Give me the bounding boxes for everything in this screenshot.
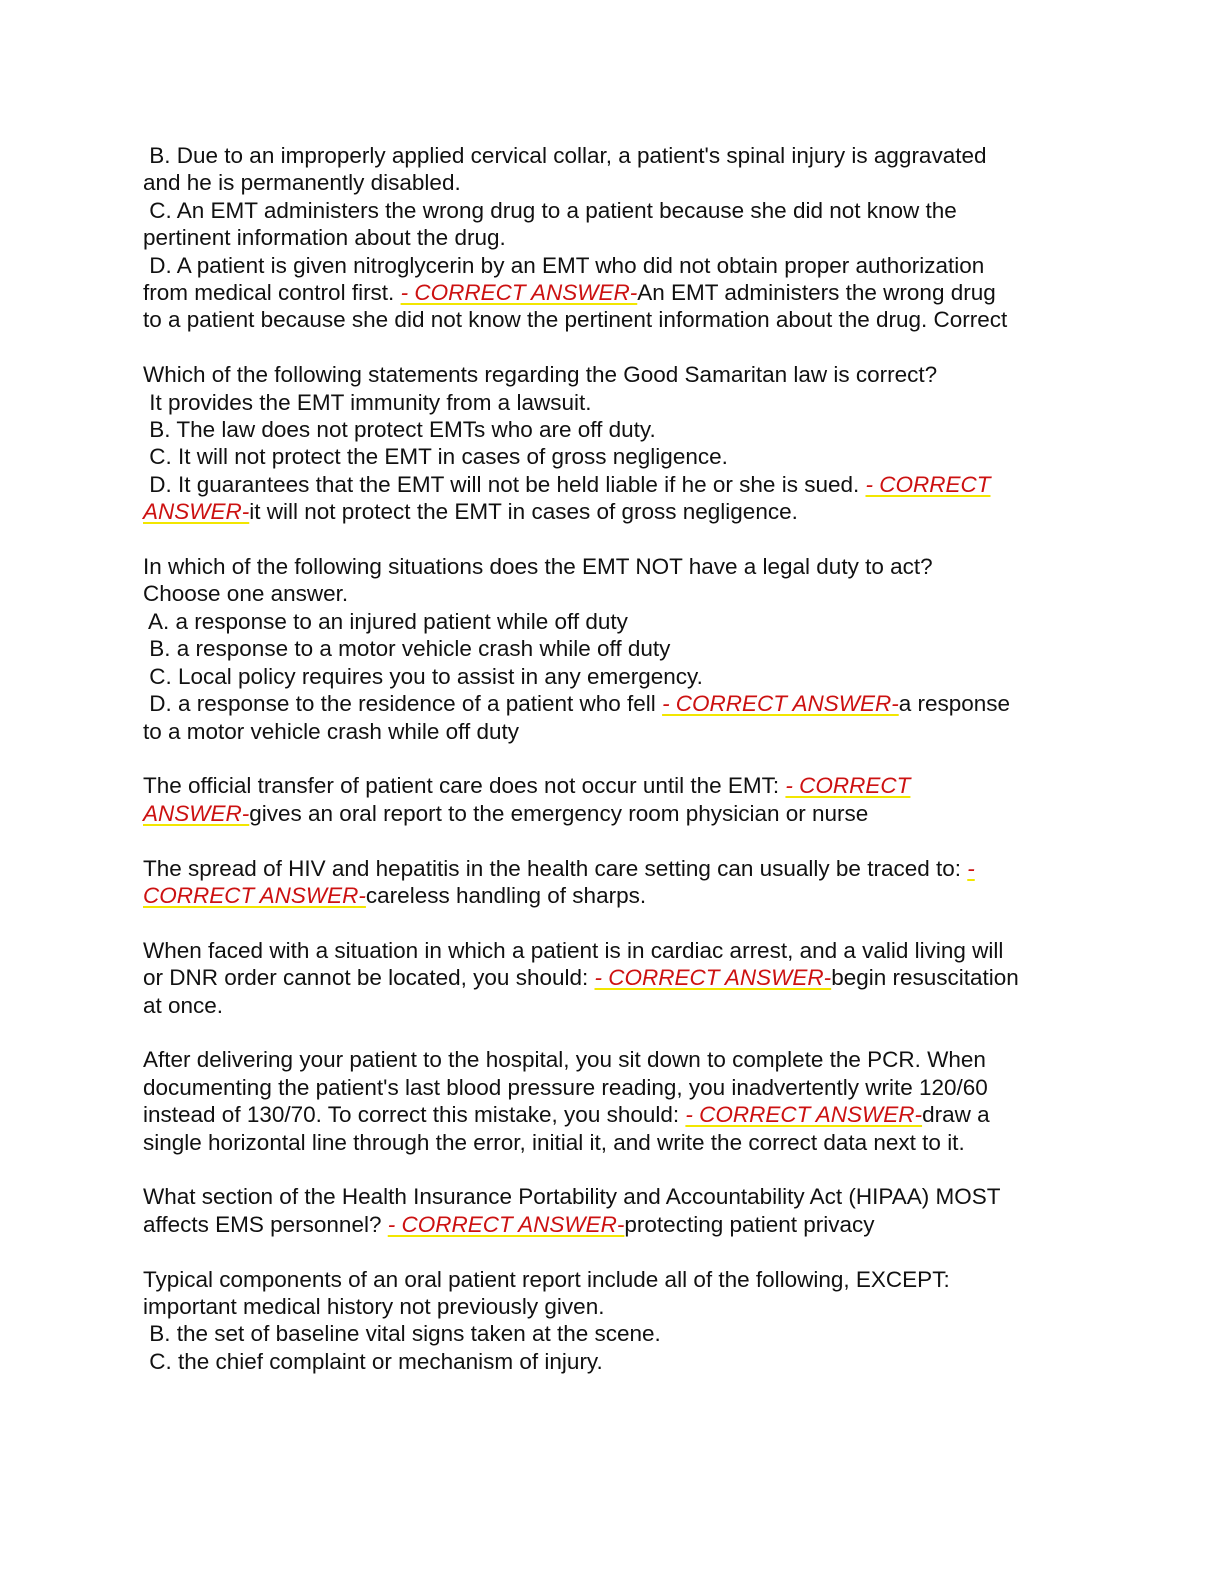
correct-answer-marker: - CORRECT [865, 471, 991, 497]
text-segment: to a patient because she did not know the pertinent information about the drug. Correct [143, 307, 1008, 333]
text-line [143, 1320, 1078, 1347]
correct-answer-marker: - [967, 855, 975, 881]
text-line [143, 718, 1078, 745]
text-line [143, 416, 1078, 443]
correct-answer-marker: ANSWER- [143, 499, 250, 525]
text-line [143, 471, 1078, 498]
text-line [143, 635, 1078, 662]
text-segment: important medical history not previously given. [143, 1293, 605, 1319]
correct-answer-marker: - CORRECT ANSWER- [387, 1211, 625, 1237]
question-block [143, 855, 1078, 910]
text-segment: gives an oral report to the emergency room physician or nurse [249, 800, 869, 826]
text-line [143, 690, 1078, 717]
text-segment: C. It will not protect the EMT in cases of gross negligence. [143, 444, 728, 470]
question-block [143, 361, 1078, 525]
text-line [143, 1046, 1078, 1073]
correct-answer-marker: - CORRECT ANSWER- [400, 280, 638, 306]
text-line [143, 1266, 1078, 1293]
text-segment: C. An EMT administers the wrong drug to a patient because she did not know the [143, 197, 957, 223]
correct-answer-marker: - CORRECT ANSWER- [594, 965, 832, 991]
text-segment: The official transfer of patient care does not occur until the EMT: [143, 773, 786, 799]
question-block [143, 142, 1078, 334]
text-line [143, 279, 1078, 306]
text-line [143, 306, 1078, 333]
text-segment: An EMT administers the wrong drug [637, 280, 996, 306]
text-segment: B. The law does not protect EMTs who are off duty. [143, 417, 656, 443]
question-block [143, 1266, 1078, 1376]
text-line [143, 169, 1078, 196]
text-segment: protecting patient privacy [624, 1211, 875, 1237]
text-line [143, 608, 1078, 635]
correct-answer-marker: CORRECT ANSWER- [143, 882, 366, 908]
text-segment: Typical components of an oral patient report include all of the following, EXCEPT: [143, 1266, 950, 1292]
text-line [143, 1348, 1078, 1375]
text-line [143, 361, 1078, 388]
document-page [143, 142, 1078, 1403]
text-line [143, 1211, 1078, 1238]
text-segment: pertinent information about the drug. [143, 225, 506, 251]
text-line [143, 197, 1078, 224]
text-line [143, 224, 1078, 251]
text-segment: instead of 130/70. To correct this mistake, you should: [143, 1102, 686, 1128]
text-segment: B. the set of baseline vital signs taken at the scene. [143, 1321, 661, 1347]
text-segment: careless handling of sharps. [365, 882, 647, 908]
text-segment: at once. [143, 992, 224, 1018]
text-segment: What section of the Health Insurance Portability and Accountability Act (HIPAA) MOST [143, 1184, 1001, 1210]
text-segment: B. Due to an improperly applied cervical collar, a patient's spinal injury is aggravated [143, 143, 987, 168]
text-segment: C. the chief complaint or mechanism of injury. [143, 1348, 603, 1374]
text-segment: B. a response to a motor vehicle crash while off duty [143, 636, 671, 662]
text-segment: and he is permanently disabled. [143, 170, 461, 196]
text-line [143, 1129, 1078, 1156]
text-segment: to a motor vehicle crash while off duty [143, 718, 520, 744]
text-line [143, 1074, 1078, 1101]
correct-answer-marker: - CORRECT ANSWER- [662, 691, 899, 717]
question-block [143, 937, 1078, 1019]
text-line [143, 1293, 1078, 1320]
text-line [143, 964, 1078, 991]
text-line [143, 252, 1078, 279]
text-segment: from medical control first. [143, 280, 401, 306]
text-line [143, 663, 1078, 690]
text-line [143, 389, 1078, 416]
text-line [143, 443, 1078, 470]
text-segment: In which of the following situations does the EMT NOT have a legal duty to act? [143, 554, 933, 580]
text-segment: Choose one answer. [143, 581, 349, 607]
text-line [143, 937, 1078, 964]
text-line [143, 142, 1078, 169]
text-segment: begin resuscitation [831, 965, 1019, 991]
text-segment: After delivering your patient to the hospital, you sit down to complete the PCR. When [143, 1047, 986, 1073]
text-line [143, 580, 1078, 607]
correct-answer-marker: ANSWER- [143, 800, 250, 826]
text-segment: A. a response to an injured patient while off duty [143, 608, 628, 634]
correct-answer-marker: - CORRECT ANSWER- [685, 1102, 923, 1128]
text-segment: Which of the following statements regarding the Good Samaritan law is correct? [143, 362, 938, 388]
text-segment: When faced with a situation in which a patient is in cardiac arrest, and a valid living will [143, 937, 1004, 963]
text-line [143, 498, 1078, 525]
text-line [143, 772, 1078, 799]
text-line [143, 855, 1078, 882]
text-line [143, 882, 1078, 909]
text-segment: a response [898, 691, 1011, 717]
text-segment: C. Local policy requires you to assist in any emergency. [143, 663, 703, 689]
question-block [143, 772, 1078, 827]
text-segment: or DNR order cannot be located, you should: [143, 965, 595, 991]
correct-answer-marker: - CORRECT [785, 773, 911, 799]
question-block [143, 553, 1078, 745]
text-segment: The spread of HIV and hepatitis in the health care setting can usually be traced to: [143, 855, 968, 881]
text-segment: It provides the EMT immunity from a lawsuit. [143, 389, 592, 415]
text-segment: D. A patient is given nitroglycerin by an EMT who did not obtain proper authorization [143, 252, 985, 278]
text-segment: single horizontal line through the error, initial it, and write the correct data next to it. [143, 1129, 965, 1155]
text-segment: it will not protect the EMT in cases of gross negligence. [249, 499, 798, 525]
text-line [143, 992, 1078, 1019]
question-block [143, 1046, 1078, 1156]
text-line [143, 1101, 1078, 1128]
question-block [143, 1183, 1078, 1238]
text-segment: D. a response to the residence of a patient who fell [143, 691, 663, 717]
text-line [143, 800, 1078, 827]
text-line [143, 553, 1078, 580]
text-segment: draw a [922, 1102, 990, 1128]
text-line [143, 1183, 1078, 1210]
text-segment: documenting the patient's last blood pressure reading, you inadvertently write 120/60 [143, 1074, 988, 1100]
text-segment: affects EMS personnel? [143, 1211, 388, 1237]
text-segment: D. It guarantees that the EMT will not be held liable if he or she is sued. [143, 471, 866, 497]
